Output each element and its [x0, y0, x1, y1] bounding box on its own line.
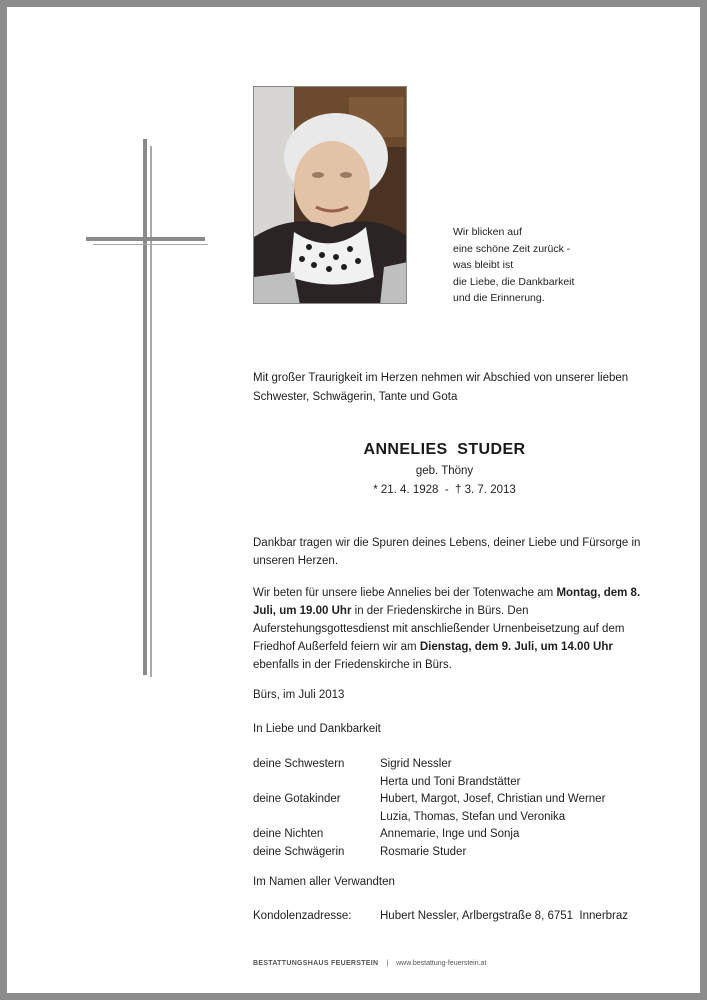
family-row [253, 791, 605, 809]
family-relation: deine Gotakinder [253, 793, 341, 805]
wake-date: Montag, dem 8. Juli, um 19.00 Uhr [253, 587, 641, 617]
family-names: Hubert, Margot, Josef, Christian und Werner [380, 793, 606, 805]
family-list [253, 756, 605, 861]
condolence-address-text: Hubert Nessler, Arlbergstraße 8, 6751 Innerbraz [380, 910, 629, 922]
service-text: Wir beten für unsere liebe Annelies bei der Totenwache am [253, 587, 557, 599]
quote-line: die Liebe, die Dankbarkeit [453, 275, 575, 288]
family-relation [253, 809, 380, 827]
quote-block [453, 224, 574, 307]
footer-website-link[interactable]: www.bestattung-feuerstein.at [396, 960, 487, 967]
funeral-date: Dienstag, dem 9. Juli, um 14.00 Uhr [419, 641, 613, 653]
life-dates: * 21. 4. 1928 - † 3. 7. 2013 [373, 484, 516, 496]
quote-line: was bleibt ist [453, 259, 514, 271]
quote-line: und die Erinnerung. [453, 292, 545, 304]
family-relation: deine Schwägerin [253, 845, 345, 858]
family-relation [253, 774, 380, 792]
family-row [253, 844, 605, 862]
gratitude-paragraph: Dankbar tragen wir die Spuren deines Lebens, deiner Liebe und Fürsorge in unseren Herzen. [253, 537, 641, 567]
family-names: Luzia, Thomas, Stefan und Veronika [380, 810, 566, 823]
condolence-address [253, 910, 628, 922]
birth-name: geb. Thöny [415, 465, 474, 477]
quote-line: eine schöne Zeit zurück - [453, 242, 571, 255]
deceased-name: ANNELIES STUDER [363, 441, 526, 458]
service-text: ebenfalls in der Friedenskirche in Bürs. [253, 659, 452, 671]
family-names: Rosmarie Studer [380, 845, 467, 858]
family-row [253, 756, 605, 774]
family-names: Sigrid Nessler [380, 758, 452, 770]
condolence-label: Kondolenzadresse: [253, 910, 352, 922]
family-row [253, 774, 605, 792]
service-paragraph [253, 584, 643, 674]
family-row [253, 826, 605, 844]
family-row [253, 809, 605, 827]
service-text: in der Friedenskirche in Bürs. Den Auferstehungsgottesdienst mit anschließender Urnenbeisetzung auf dem Friedhof Außerfeld feiern wir am [253, 605, 625, 653]
family-relation: deine Schwestern [253, 758, 345, 770]
love-line: In Liebe und Dankbarkeit [253, 723, 381, 735]
footer-brand: BESTATTUNGSHAUS FEUERSTEIN [253, 960, 379, 967]
place-date: Bürs, im Juli 2013 [253, 689, 345, 701]
footer [253, 960, 486, 967]
family-relation: deine Nichten [253, 828, 324, 840]
relatives-line: Im Namen aller Verwandten [253, 876, 395, 888]
family-names: Herta und Toni Brandstätter [380, 775, 521, 788]
family-names: Annemarie, Inge und Sonja [380, 828, 520, 840]
intro-text: Mit großer Traurigkeit im Herzen nehmen wir Abschied von unserer lieben Schwester, Schwägerin, Tante und Gota [253, 372, 629, 403]
footer-separator: | [386, 960, 389, 967]
quote-line: Wir blicken auf [453, 226, 522, 238]
portrait-photo [253, 86, 407, 304]
